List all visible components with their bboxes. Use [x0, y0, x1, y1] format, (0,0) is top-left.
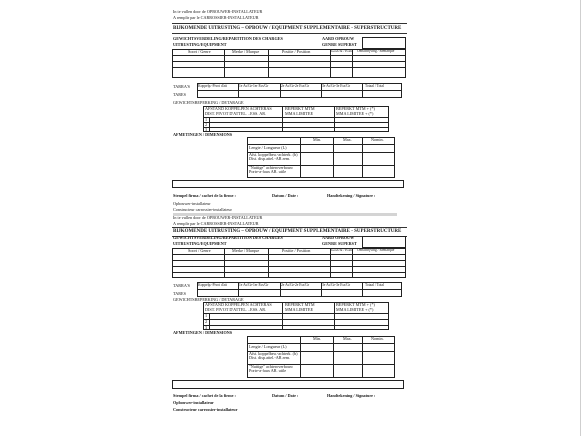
eq-header-remarque: Omschrijving / Remarque [357, 248, 395, 252]
opbouwer-label: Opbouwer-installateur [173, 400, 214, 405]
afstand-label-nl: AFSTAND KOPPELPEN ACHTERAS [205, 302, 272, 307]
divider [172, 33, 407, 34]
eq-header-genre: Soort / Genre [188, 248, 211, 253]
tarra-header-total: Totaal / Total [365, 283, 384, 287]
stamp-box[interactable] [172, 380, 404, 389]
dim-row-distance: Afst. koppelbeu.-achterk. (b) Dist. disp.attel.-AR.rem. [249, 351, 298, 361]
table-rule [203, 127, 389, 128]
table-rule [203, 313, 389, 314]
afstand-label-fr: DIST. PIVOT D'ATTEL. ..ESS. AR. [205, 307, 267, 312]
dim-row-overhang: "Nuttige" achteroverbouw Porte-a-faux AR. utile [249, 165, 293, 175]
dim-header-min: Min. [313, 336, 322, 341]
eq-header-position: Positie / Position [282, 49, 311, 54]
eq-header-position: Positie / Position [282, 248, 311, 253]
aard-opbouw-label: AARD OPBOUW [322, 235, 355, 240]
afmetingen-label: AFMETINGEN / DIMENSIONS [173, 330, 233, 335]
table-rule [334, 106, 335, 132]
table-rule [209, 117, 210, 132]
table-rule [172, 266, 406, 267]
mma-plus-label: MMA LIMITEE + (*) [336, 111, 374, 116]
gewicht-label: GEWICHTSBEPERKING / DETARAGE [173, 100, 244, 105]
afstand-label-fr: DIST. PIVOT D'ATTEL. ..ESS. AR. [205, 111, 267, 116]
table-rule [209, 313, 210, 330]
beperkt-label: BEPERKT MTM [285, 106, 315, 111]
tarra-label: TARRA'S [173, 283, 190, 288]
dim-header-max: Max. [343, 137, 352, 142]
dim-row-length: Lengte / Longueur (L) [249, 344, 287, 349]
datum-label: Datum / Date : [272, 193, 299, 198]
table-rule [197, 289, 402, 290]
row-number: 1 [205, 313, 208, 318]
instruction-nl: In te vullen door de OPBOUWER-INSTALLATEUR [173, 215, 263, 220]
divider [172, 23, 407, 24]
row-number: 2 [205, 319, 208, 324]
table-rule [224, 49, 225, 78]
tarra-label: TARRA'S [173, 84, 190, 89]
table-rule [330, 248, 331, 278]
table-rule [172, 55, 406, 56]
aard-opbouw-field[interactable] [362, 236, 406, 248]
table-rule [172, 254, 406, 255]
opbouwer-label: Opbouwer-installateur [173, 201, 211, 206]
dim-row-length: Lengte / Longueur (L) [249, 145, 287, 150]
tarra-header-axle1: 1e As/Gr-1er Ess/Gr [239, 84, 269, 88]
handtekening-label: Handtekening / Signature : [327, 393, 376, 398]
table-rule [282, 106, 283, 132]
mma-plus-label: MMA LIMITEE + (*) [336, 307, 374, 312]
dim-header-min: Min. [313, 137, 322, 142]
tarra-header-axle2: 2e As/Gr-2e Ess/Gr [281, 283, 310, 287]
tarra-header-axle1: 1e As/Gr-1er Ess/Gr [239, 283, 269, 287]
tares-label: TARES [173, 291, 186, 296]
dim-header-max: Max. [343, 336, 352, 341]
instruction-fr: A remplir par le CARROSSIER-INSTALLATEUR [173, 15, 259, 20]
table-rule [172, 272, 406, 273]
table-rule [172, 260, 406, 261]
table-rule [203, 319, 389, 320]
table-rule [203, 325, 389, 326]
constructeur-label: Constructeur carrossier-installateur [173, 207, 232, 212]
table-rule [172, 61, 406, 62]
section-title: BIJKOMENDE UITRUSTING – OPBOUW / EQUIPMENT SUPPLEMENTAIRE - SUPERSTRUCTURE [173, 26, 402, 31]
tarra-header-axle3: 3e As/Gr-3e Ess/Gr [322, 84, 351, 88]
weight-title: GEWICHTSVERDELING/REPARTITION DES CHARGES [173, 36, 283, 41]
afmetingen-label: AFMETINGEN / DIMENSIONS [173, 132, 233, 137]
eq-header-marque: Merke / Marque [232, 49, 260, 54]
tarra-header-total: Totaal / Total [365, 84, 384, 88]
table-rule [172, 67, 406, 68]
dim-header-nomin: Nomin. [371, 137, 384, 142]
equipment-title: UITRUSTING/EQUIPMENT [173, 42, 227, 47]
dim-row-distance: Afst. koppelbeu.-achterk. (b) Dist. disp.attel.-AR.rem. [249, 152, 298, 162]
aard-opbouw-label: AARD OPBOUW [322, 36, 355, 41]
aard-opbouw-field[interactable] [362, 37, 406, 49]
beperkt-label: BEPERKT MTM [285, 302, 315, 307]
tares-label: TARES [173, 92, 186, 97]
stempel-label: Stempel firma / cachet de la firme : [173, 193, 236, 198]
row-number: 3 [205, 127, 208, 132]
table-rule [268, 248, 269, 278]
weight-title: GEWICHTSVERDELING/REPARTITION DES CHARGES [173, 235, 283, 240]
table-rule [203, 117, 389, 118]
afstand-label-nl: AFSTAND KOPPELPEN ACHTERAS [205, 106, 272, 111]
eq-header-marque: Merke / Marque [232, 248, 260, 253]
row-number: 2 [205, 122, 208, 127]
table-rule [352, 248, 353, 278]
table-rule [203, 122, 389, 123]
eq-header-poids: Gewicht / Poids [331, 248, 353, 252]
eq-header-remarque: Omschrijving / Remarque [357, 49, 395, 53]
tarra-header-pivot: Koppelp.-Pivot d'att [198, 84, 227, 88]
handtekening-label: Handtekening / Signature : [327, 193, 376, 198]
table-rule [197, 90, 402, 91]
divider [172, 227, 407, 228]
eq-header-poids: Gewicht / Poids [331, 49, 353, 53]
beperkt-plus-label: BEPERKT MTM + (*) [336, 302, 375, 307]
constructeur-label: Constructeur carrossier-installateur [173, 407, 238, 412]
tarra-header-pivot: Koppelp.-Pivot d'att [198, 283, 227, 287]
instruction-fr: A remplir par le CARROSSIER-INSTALLATEUR [173, 221, 259, 226]
table-rule [362, 282, 363, 297]
table-rule [362, 83, 363, 98]
tarra-header-axle2: 2e As/Gr-2e Ess/Gr [281, 84, 310, 88]
table-rule [224, 248, 225, 278]
instruction-nl: In te vullen door de OPBOUWER-INSTALLATEUR [173, 9, 263, 14]
stamp-box[interactable] [172, 180, 404, 188]
section-title: BIJKOMENDE UITRUSTING – OPBOUW / EQUIPMENT SUPPLEMENTAIRE - SUPERSTRUCTURE [173, 229, 402, 234]
genre-superst-label: GENRE SUPERST [322, 241, 357, 246]
genre-superst-label: GENRE SUPERST [322, 42, 357, 47]
row-number: 3 [205, 325, 208, 330]
equipment-title: UITRUSTING/EQUIPMENT [173, 241, 227, 246]
gewicht-label: GEWICHTSBEPERKING / DETARAGE [173, 297, 244, 302]
table-rule [268, 49, 269, 78]
eq-header-genre: Soort / Genre [188, 49, 211, 54]
mma-label: MMA LIMITEE [285, 111, 314, 116]
beperkt-plus-label: BEPERKT MTM + (*) [336, 106, 375, 111]
stempel-label: Stempel firma / cachet de la firme : [173, 393, 236, 398]
dim-header-nomin: Nomin. [371, 336, 384, 341]
tarra-header-axle3: 3e As/Gr-3e Ess/Gr [322, 283, 351, 287]
dim-row-overhang: "Nuttige" achteroverbouw Porte-a-faux AR. utile [249, 364, 293, 374]
mma-label: MMA LIMITEE [285, 307, 314, 312]
row-number: 1 [205, 117, 208, 122]
datum-label: Datum / Date : [272, 393, 299, 398]
